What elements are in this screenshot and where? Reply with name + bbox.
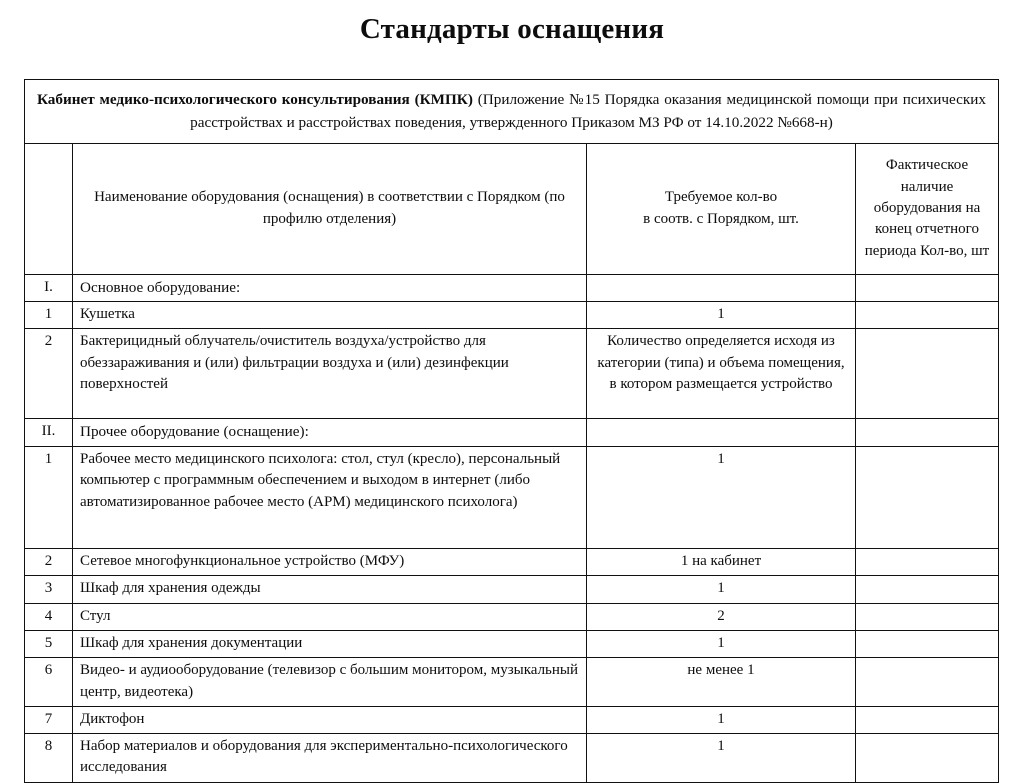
- table-row: [25, 329, 999, 419]
- equipment-table-container: [24, 79, 998, 783]
- row-fact[interactable]: [856, 603, 999, 630]
- header-cell-fact: Фактическое наличие оборудования на конец отчетного периода Кол-во, шт: [856, 143, 999, 274]
- row-fact[interactable]: [856, 576, 999, 603]
- row-name: Сетевое многофункциональное устройство (МФУ): [73, 549, 587, 576]
- row-required: 1: [587, 706, 856, 733]
- row-name: Кушетка: [73, 302, 587, 329]
- row-fact[interactable]: [856, 302, 999, 329]
- row-fact[interactable]: [856, 630, 999, 657]
- row-name: Прочее оборудование (оснащение):: [73, 419, 587, 447]
- row-number: 3: [25, 576, 73, 603]
- table-row: [25, 447, 999, 549]
- row-fact[interactable]: [856, 734, 999, 783]
- row-name: Видео- и аудиооборудование (телевизор с большим монитором, музыкальный центр, видеотека): [73, 658, 587, 707]
- row-name: Стул: [73, 603, 587, 630]
- table-row: [25, 419, 999, 447]
- row-name: Набор материалов и оборудования для экспериментально-психологического исследования: [73, 734, 587, 783]
- table-body: [25, 80, 999, 783]
- header-required-line1: Требуемое кол-во: [664, 189, 778, 206]
- row-fact[interactable]: [856, 274, 999, 302]
- row-number: 6: [25, 658, 73, 707]
- row-required: 1: [587, 302, 856, 329]
- table-row: [25, 734, 999, 783]
- banner-text: [33, 89, 990, 135]
- row-number: 2: [25, 329, 73, 419]
- table-banner-row: [25, 80, 999, 144]
- row-number: 4: [25, 603, 73, 630]
- row-number: I.: [25, 274, 73, 302]
- banner-cell: [25, 80, 999, 144]
- table-row: [25, 658, 999, 707]
- row-required: 1 на кабинет: [587, 549, 856, 576]
- banner-rest: (Приложение №15 Порядка оказания медицинской помощи при психических расстройствах и расстройствах поведения, утвержденного Приказом МЗ РФ от 14.10.2022 №668-н): [190, 91, 987, 131]
- row-required: 1: [587, 630, 856, 657]
- table-row: [25, 576, 999, 603]
- header-cell-name: Наименование оборудования (оснащения) в соответствии с Порядком (по профилю отделения): [73, 143, 587, 274]
- table-row: [25, 706, 999, 733]
- row-number: 1: [25, 302, 73, 329]
- table-header-row: [25, 143, 999, 274]
- row-fact[interactable]: [856, 706, 999, 733]
- header-required-line2: в соотв. с Порядком, шт.: [643, 210, 799, 227]
- table-row: [25, 302, 999, 329]
- row-name: Основное оборудование:: [73, 274, 587, 302]
- row-number: 8: [25, 734, 73, 783]
- row-required: [587, 274, 856, 302]
- row-fact[interactable]: [856, 658, 999, 707]
- table-row: [25, 603, 999, 630]
- page-title: Стандарты оснащения: [359, 13, 665, 45]
- row-number: 7: [25, 706, 73, 733]
- row-required: [587, 419, 856, 447]
- equipment-standards-table: [24, 79, 999, 783]
- row-fact[interactable]: [856, 329, 999, 419]
- table-row: [25, 549, 999, 576]
- table-row: [25, 274, 999, 302]
- table-row: [25, 630, 999, 657]
- row-name: Рабочее место медицинского психолога: стол, стул (кресло), персональный компьютер с программным обеспечением и выходом в интернет (либо автоматизированное рабочее место (АРМ) медицинского психолога): [73, 447, 587, 549]
- row-name: Шкаф для хранения одежды: [73, 576, 587, 603]
- row-number: 2: [25, 549, 73, 576]
- row-number: 1: [25, 447, 73, 549]
- banner-bold-lead: Кабинет медико-психологического консультирования (КМПК): [37, 91, 473, 108]
- row-required: Количество определяется исходя из категории (типа) и объема помещения, в котором размещается устройство: [587, 329, 856, 419]
- row-fact[interactable]: [856, 419, 999, 447]
- row-required: 1: [587, 576, 856, 603]
- row-required: 2: [587, 603, 856, 630]
- row-number: II.: [25, 419, 73, 447]
- header-cell-number: [25, 143, 73, 274]
- row-required: 1: [587, 447, 856, 549]
- row-required: не менее 1: [587, 658, 856, 707]
- row-name: Шкаф для хранения документации: [73, 630, 587, 657]
- row-name: Диктофон: [73, 706, 587, 733]
- row-fact[interactable]: [856, 549, 999, 576]
- row-required: 1: [587, 734, 856, 783]
- row-fact[interactable]: [856, 447, 999, 549]
- header-cell-required: [587, 143, 856, 274]
- row-name: Бактерицидный облучатель/очиститель воздуха/устройство для обеззараживания и (или) фильтрации воздуха и (или) дезинфекции поверхностей: [73, 329, 587, 419]
- row-number: 5: [25, 630, 73, 657]
